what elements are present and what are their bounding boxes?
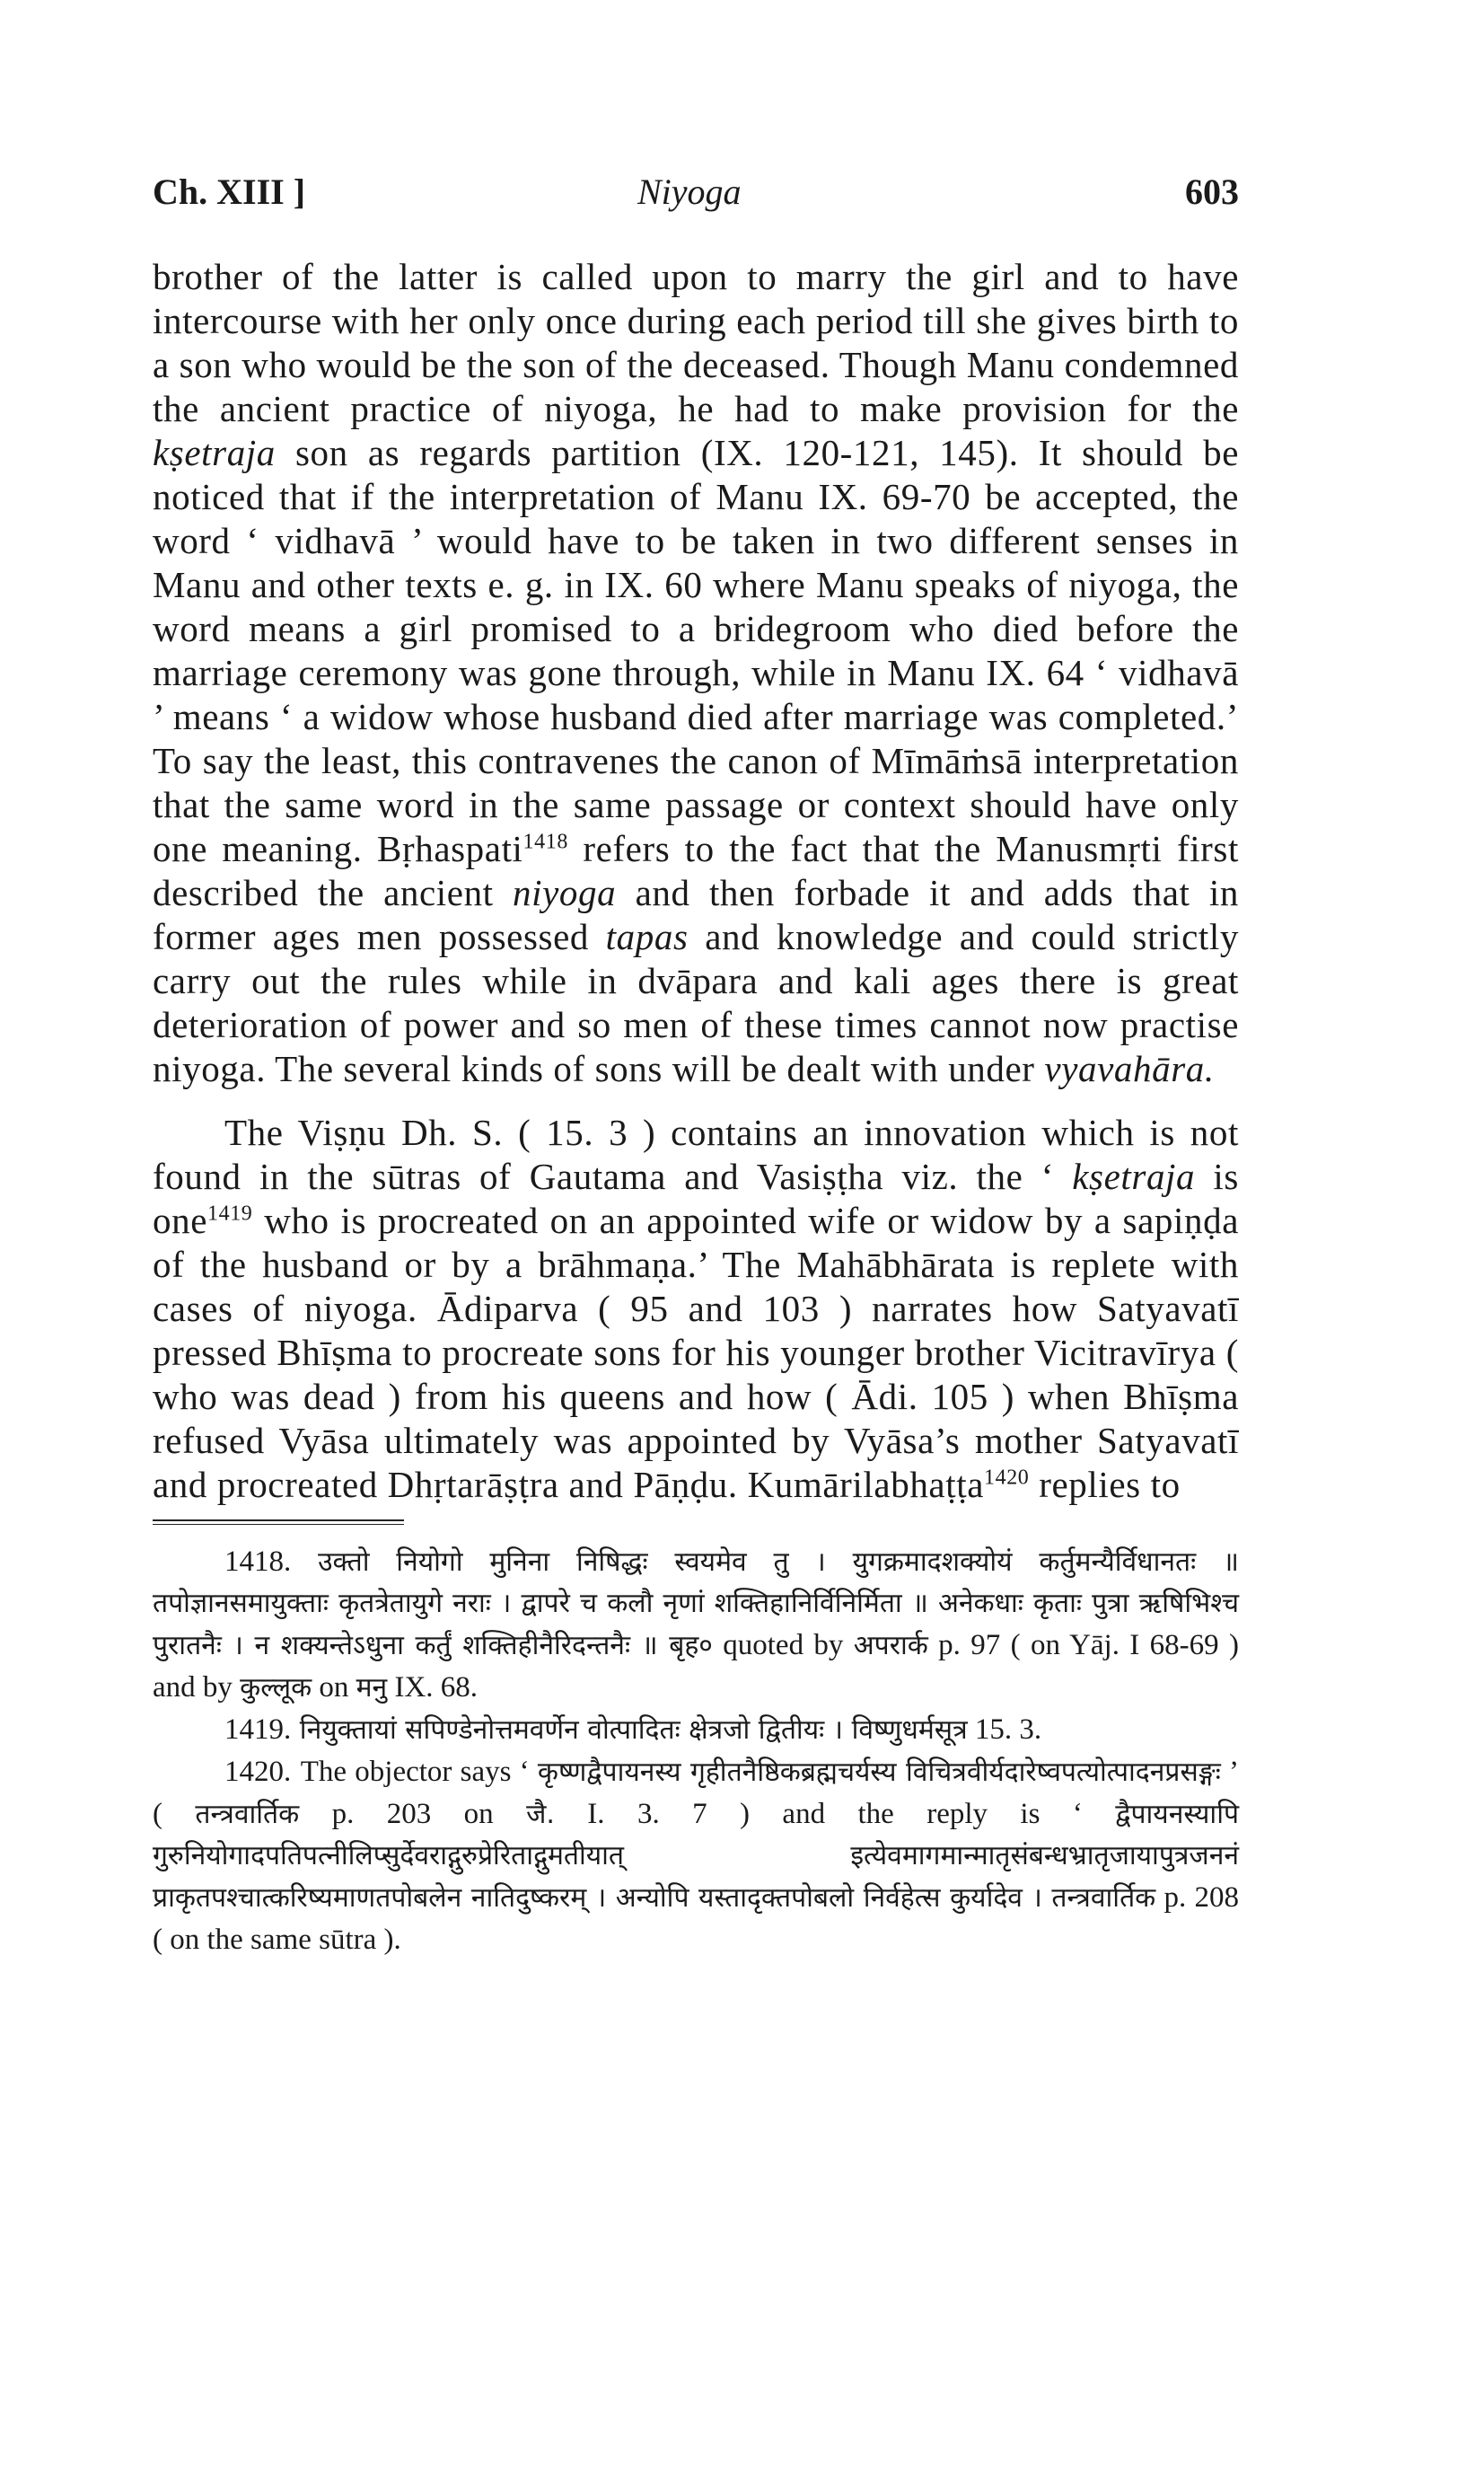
footnote-text: The objector says ‘ bbox=[300, 1756, 538, 1788]
footnote-text: ’ ( bbox=[153, 1756, 1239, 1830]
running-title: Niyoga bbox=[637, 172, 742, 212]
text-run: who is procreated on an appointed wife or widow by a sapiṇḍa of the husband or by a brāhmaṇa.’ The Mahābhārata is replete with cases of niyoga. Ādiparva ( 95 and 103 ) narrates how Satyavatī pressed Bhīṣma to procreate sons for his younger brother Vicitravīrya ( who was dead ) from his queens and how ( Ādi. 105 ) when Bhīṣma refused Vyāsa ultimately was appointed by Vyāsa’s mother Satyavatī and procreated Dhṛtarāṣṭra and Pāṇḍu. Kumārilabhaṭṭa bbox=[153, 1200, 1239, 1505]
footnote-divider-secondary bbox=[153, 1524, 404, 1525]
text-run: kṣetraja bbox=[153, 432, 276, 473]
footnote-text: on bbox=[312, 1671, 356, 1704]
footnote-text: quoted by bbox=[712, 1629, 854, 1661]
sanskrit-text: नियुक्तायां सपिण्डेनोत्तमवर्णेन वोत्पादितः क्षेत्रजो द्वितीयः । विष्णुधर्मसूत्र bbox=[299, 1714, 968, 1746]
text-run: kṣetraja bbox=[1072, 1156, 1196, 1197]
sanskrit-text: जै. bbox=[526, 1799, 555, 1830]
sanskrit-text: तन्त्रवार्तिक bbox=[195, 1799, 300, 1830]
text-run: and then forbade it and adds that in former ages men possessed bbox=[153, 872, 1239, 957]
running-header bbox=[153, 171, 1239, 225]
footnote-text: 15. 3. bbox=[967, 1713, 1042, 1746]
text-run: son as regards partition (IX. 120-121, 145). It should be noticed that if the interpretation of Manu IX. 69-70 be accepted, the word ‘ vidhavā ’ would have to be taken in two different senses in Manu and other texts e. g. in IX. 60 where Manu speaks of niyoga, the word means a girl promised to a bridegroom who died before the marriage ceremony was gone through, while in Manu IX. 64 ‘ vidhavā ’ means ‘ a widow whose husband died after marriage was completed.’ To say the least, this contravenes the canon of Mīmāṁsā interpretation that the same word in the same passage or context should have only one meaning. Bṛhaspati bbox=[153, 432, 1239, 869]
paragraph-2 bbox=[153, 1111, 1239, 1507]
paragraph-1 bbox=[153, 255, 1239, 1091]
footnote-number: 1418. bbox=[224, 1545, 292, 1578]
footnote-1418 bbox=[153, 1541, 1239, 1709]
text-run: The Viṣṇu Dh. S. ( 15. 3 ) contains an innovation which is not found in the sūtras of Gautama and Vasiṣṭha viz. the ‘ bbox=[153, 1112, 1239, 1197]
footnote-number: 1420. bbox=[224, 1756, 292, 1788]
footnote-ref[interactable]: 1420 bbox=[984, 1466, 1030, 1490]
footnote-1419 bbox=[153, 1709, 1239, 1751]
footnote-text: I. 3. 7 ) and the reply is ‘ bbox=[554, 1798, 1116, 1830]
footnote-divider bbox=[153, 1519, 404, 1521]
page-number: 603 bbox=[1185, 172, 1239, 212]
text-run: vyavahāra. bbox=[1044, 1048, 1215, 1089]
text-run: tapas bbox=[605, 916, 689, 957]
chapter-label: Ch. XIII ] bbox=[153, 172, 306, 212]
text-run: refers to the fact that the Manusmṛti first described the ancient bbox=[153, 828, 1239, 913]
text-run: is one bbox=[153, 1156, 1239, 1241]
footnote-ref[interactable]: 1419 bbox=[207, 1202, 253, 1226]
sanskrit-text: अपरार्क bbox=[853, 1630, 928, 1661]
text-run: replies to bbox=[1029, 1464, 1181, 1505]
text-run: brother of the latter is called upon to marry the girl and to have intercourse with her only once during each period till she gives birth to a son who would be the son of the deceased. Though Manu condemned the ancient practice of niyoga, he had to make provision for the bbox=[153, 256, 1239, 429]
footnote-text: IX. 68. bbox=[387, 1671, 479, 1704]
footnote-1420 bbox=[153, 1751, 1239, 1961]
footnote-ref[interactable]: 1418 bbox=[522, 830, 568, 854]
footnote-text: p. 208 ( on the same sūtra ). bbox=[153, 1881, 1240, 1956]
sanskrit-text: द्वैपायनस्यापि गुरुनियोगादपतिपत्नीलिप्सुर्देवराद्गुरुप्रेरिताद्गुमतीयात् इत्येवमागमान्मातृसंबन्धभ्रातृजायापुत्रजननं प्राकृतपश्चात्करिष्यमाणतपोबलेन नातिदुष्करम् । अन्योपि यस्तादृक्तपोबलो निर्वहेत्स कुर्यादेव । तन्त्रवार्तिक bbox=[153, 1799, 1240, 1914]
sanskrit-text: कृष्णद्वैपायनस्य गृहीतनैष्ठिकब्रह्मचर्यस्य विचित्रवीर्यदारेष्वपत्योत्पादनप्रसङ्गः bbox=[537, 1757, 1221, 1788]
text-run: niyoga bbox=[513, 872, 617, 913]
sanskrit-text: उक्तो नियोगो मुनिना निषिद्धः स्वयमेव तु । युगक्रमादशक्योयं कर्तुमन्यैर्विधानतः ॥ तपोज्ञानसमायुक्ताः कृतत्रेतायुगे नराः । द्वापरे च कलौ नृणां शक्तिहानिर्विनिर्मिता ॥ अनेकधाः कृताः पुत्रा ऋषिभिश्च पुरातनैः । न शक्यन्तेऽधुना कर्तुं शक्तिहीनैरिदन्तनैः ॥ बृह० bbox=[153, 1546, 1239, 1661]
footnote-text: p. 203 on bbox=[299, 1798, 527, 1830]
text-run: and knowledge and could strictly carry out the rules while in dvāpara and kali ages there is great deterioration of power and so men of these times cannot now practise niyoga. The several kinds of sons will be dealt with under bbox=[153, 916, 1239, 1089]
footnote-number: 1419. bbox=[224, 1713, 292, 1746]
book-page bbox=[153, 171, 1239, 1961]
sanskrit-text: मनु bbox=[356, 1672, 388, 1704]
main-text bbox=[153, 255, 1239, 1507]
footnote-text: p. 97 ( on Yāj. I 68-69 ) and by bbox=[153, 1629, 1239, 1704]
sanskrit-text: कुल्लूक bbox=[240, 1672, 312, 1704]
footnotes bbox=[153, 1541, 1239, 1961]
